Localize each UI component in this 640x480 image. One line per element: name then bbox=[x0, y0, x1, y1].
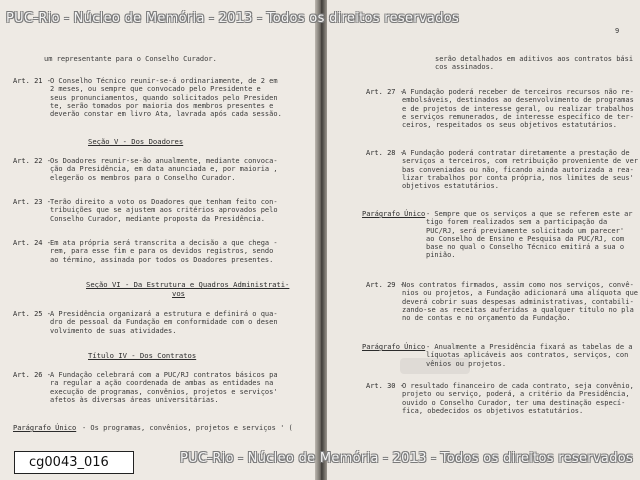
document-id-label: cg0043_016 bbox=[14, 451, 134, 474]
art21-text: O Conselho Técnico reunir-se-á ordinariamente, de 2 em 2 meses, ou sempre que convocado pelo Presidente e seus pronunciamentos, quando solicitados pelo Presiden te, serão tomados por maioria dos membros presentes e deverão constar em livro Ata, lavrada após cada sessão. bbox=[50, 77, 282, 119]
art27-label: Art. 27 - bbox=[366, 88, 404, 96]
paragrafo-unico-29-label: Parágrafo Único bbox=[362, 343, 426, 351]
art27-text: A Fundação poderá receber de terceiros recursos não re- embolsáveis, destinados ao desenvolvimento de programas e de projetos de interesse geral, ou realizar trabalhos e serviços remunerados, de interesse específico de ter- ceiros, respeitados os seus objetivos estatutários. bbox=[402, 88, 634, 130]
art25-label: Art. 25 - bbox=[13, 310, 51, 318]
book-gutter bbox=[315, 0, 327, 480]
paragrafo-unico-29-text: - Anualmente a Presidência fixará as tabelas de a líquotas aplicáveis aos contratos, serviços, con vênios ou projetos. bbox=[426, 343, 633, 368]
art29-label: Art. 29 - bbox=[366, 281, 404, 289]
secao-v-heading: Seção V - Dos Doadores bbox=[88, 137, 184, 146]
paragrafo-unico-28-label: Parágrafo Único bbox=[362, 210, 426, 218]
art23-label: Art. 23 - bbox=[13, 198, 51, 206]
watermark-top: PUC-Rio - Núcleo de Memória - 2013 - Todos os direitos reservados bbox=[6, 11, 460, 26]
art24-text: Em ata própria será transcrita a decisão a que chega - rem, para esse fim e para os devidos registros, sendo ao término, assinada por todos os Doadores presentes. bbox=[50, 239, 278, 264]
watermark-bottom: PUC-Rio - Núcleo de Memória - 2013 - Todos os direitos reservados bbox=[180, 451, 634, 466]
contract-continuation: serão detalhados em aditivos aos contratos bási cos assinados. bbox=[435, 55, 634, 72]
art23-text: Terão direito a voto os Doadores que tenham feito con- tribuições que se ajustem aos critérios aprovados pelo Conselho Curador, mediante proposta da Presidência. bbox=[50, 198, 278, 223]
art22-label: Art. 22 - bbox=[13, 157, 51, 165]
art29-text: Nos contratos firmados, assim como nos serviços, convê- nios ou projetos, a Fundação adicionará uma alíquota que deverá cobrir suas despesas administrativas, contabili- zando-se as receitas auferidas a qualquer título no pla no de contas e no orçamento da Fundação. bbox=[402, 281, 639, 323]
art21-label: Art. 21 - bbox=[13, 77, 51, 85]
art28-text: A Fundação poderá contratar diretamente a prestação de serviços a terceiros, com retribuição proveniente de ver bas conveniadas ou não, ficando ainda autorizada a rea- lizar trabalhos por conta própria, nos limites de seus' objetivos estatutários. bbox=[402, 149, 639, 191]
paragrafo-unico-28-text: - Sempre que os serviços a que se referem este ar tigo forem realizados sem a participação da PUC/RJ, será previamente solicitado um parecer' ao Conselho de Ensino e Pesquisa da PUC/RJ, com base no qual o Conselho Técnico emitirá a sua o pinião. bbox=[426, 210, 633, 260]
page-number: 9 bbox=[615, 27, 620, 35]
art25-text: A Presidência organizará a estrutura e definirá o qua- dro de pessoal da Fundação em conformidade com o desen volvimento de suas atividades. bbox=[50, 310, 278, 335]
art26-text: A Fundação celebrará com a PUC/RJ contratos básicos pa ra regular a ação coordenada de ambas as entidades na execução de programas, convênios, projetos e serviços' afetos às diversas áreas universitárias. bbox=[50, 371, 278, 404]
intro-line: um representante para o Conselho Curador. bbox=[44, 55, 217, 63]
art26-label: Art. 26 - bbox=[13, 371, 51, 379]
paragrafo-unico-label: Parágrafo Único bbox=[13, 424, 77, 432]
print-smudge bbox=[400, 358, 470, 374]
art30-label: Art. 30 - bbox=[366, 382, 404, 390]
art24-label: Art. 24 - bbox=[13, 239, 51, 247]
titulo-iv-heading: Título IV - Dos Contratos bbox=[88, 351, 197, 360]
paragrafo-unico-text: - Os programas, convênios, projetos e serviços ' ( bbox=[82, 424, 293, 432]
secao-vi-heading-1: Seção VI - Da Estrutura e Quadros Administrati- bbox=[86, 280, 290, 289]
right-page bbox=[320, 0, 640, 480]
art28-label: Art. 28 - bbox=[366, 149, 404, 157]
art30-text: O resultado financeiro de cada contrato, seja convênio, projeto ou serviço, poderá, a critério da Presidência, ouvido o Conselho Curador, ter uma destinação especí- fica, obedecidos os objetivos estatutários. bbox=[402, 382, 634, 415]
art22-text: Os Doadores reunir-se-ão anualmente, mediante convoca- ção da Presidência, em data anunciada e, por maioria , elegerão os membros para o Conselho Curador. bbox=[50, 157, 278, 182]
secao-vi-heading-2: vos bbox=[172, 289, 185, 298]
